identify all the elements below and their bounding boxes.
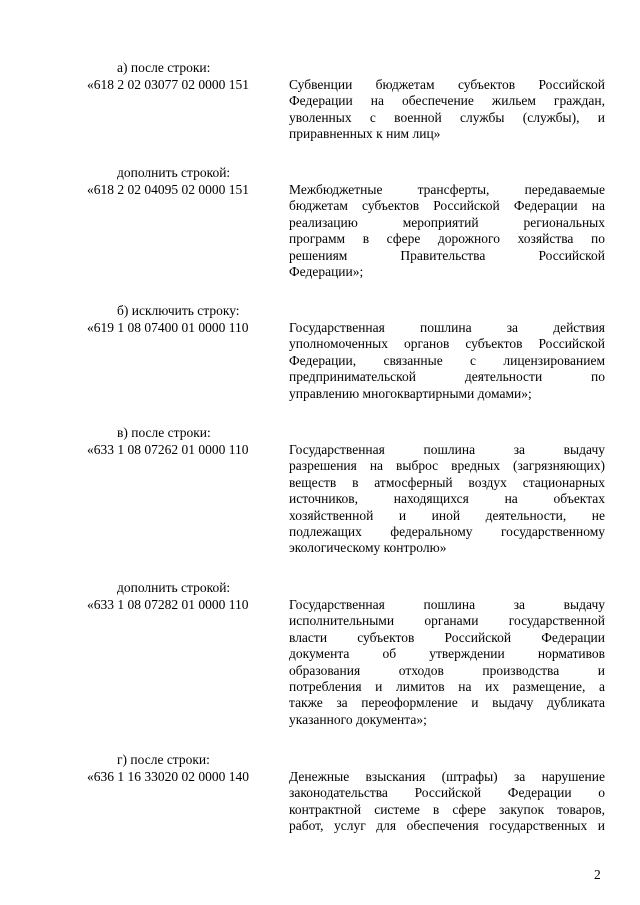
entry-intro: б) исключить строку: <box>117 303 240 318</box>
page-number: 2 <box>594 867 601 882</box>
description-line: приравненных к ним лиц» <box>289 126 441 142</box>
description-line: Федерации, связанные с лицензированием <box>289 352 605 368</box>
description-line: законодательства Российской Федерации о <box>289 785 605 801</box>
entry-description <box>289 77 605 143</box>
description-line: источников, находящихся на объектах <box>289 491 605 507</box>
description-line: экологическому контролю» <box>289 540 447 556</box>
description-line: подлежащих федеральному государственному <box>289 524 605 540</box>
entry-code: «618 2 02 04095 02 0000 151 <box>87 182 249 197</box>
description-line: работ, услуг для обеспечения государственных и <box>289 818 605 834</box>
description-line: решениям Правительства Российской <box>289 247 605 263</box>
entry-code: «633 1 08 07262 01 0000 110 <box>87 442 249 457</box>
description-line: бюджетам субъектов Российской Федерации на <box>289 198 605 214</box>
entry-description <box>289 442 605 557</box>
description-line: Федерации»; <box>289 264 364 280</box>
description-line: Межбюджетные трансферты, передаваемые <box>289 182 605 197</box>
entry-code: «636 1 16 33020 02 0000 140 <box>87 769 249 784</box>
entry-code: «633 1 08 07282 01 0000 110 <box>87 597 249 612</box>
description-line: также за переоформление и выдачу дубликата <box>289 695 605 711</box>
entry-description <box>289 769 605 835</box>
entry-intro: г) после строки: <box>117 752 210 767</box>
description-line: предпринимательской деятельности по <box>289 369 605 385</box>
description-line: уволенных с военной службы (службы), и <box>289 109 605 125</box>
description-line: Федерации на обеспечение жильем граждан, <box>289 93 605 109</box>
description-line: Государственная пошлина за действия <box>289 320 605 335</box>
description-line: указанного документа»; <box>289 711 427 727</box>
description-line: документа об утверждении нормативов <box>289 646 605 662</box>
description-line: Государственная пошлина за выдачу <box>289 597 605 612</box>
description-line: исполнительными органами государственной <box>289 613 605 629</box>
entry-intro: дополнить строкой: <box>117 165 231 180</box>
description-line: программ в сфере дорожного хозяйства по <box>289 231 605 247</box>
description-line: Государственная пошлина за выдачу <box>289 442 605 457</box>
description-line: потребления и лимитов на их размещение, а <box>289 679 605 695</box>
entry-description <box>289 182 605 280</box>
entry-code: «619 1 08 07400 01 0000 110 <box>87 320 249 335</box>
entry-intro: в) после строки: <box>117 425 211 440</box>
description-line: реализацию мероприятий региональных <box>289 214 605 230</box>
description-line: образования отходов производства и <box>289 662 605 678</box>
entry-code: «618 2 02 03077 02 0000 151 <box>87 77 249 92</box>
description-line: управлению многоквартирными домами»; <box>289 385 532 401</box>
description-line: Субвенции бюджетам субъектов Российской <box>289 77 605 92</box>
entry-description <box>289 320 605 402</box>
description-line: контрактной системе в сфере закупок товаров, <box>289 801 605 817</box>
description-line: уполномоченных органов субъектов Российской <box>289 336 605 352</box>
entry-intro: а) после строки: <box>117 60 211 75</box>
description-line: хозяйственной и иной деятельности, не <box>289 507 605 523</box>
description-line: Денежные взыскания (штрафы) за нарушение <box>289 769 605 784</box>
description-line: власти субъектов Российской Федерации <box>289 629 605 645</box>
entry-intro: дополнить строкой: <box>117 580 231 595</box>
description-line: разрешения на выброс вредных (загрязняющих) <box>289 458 605 474</box>
entry-description <box>289 597 605 728</box>
description-line: веществ в атмосферный воздух стационарных <box>289 474 605 490</box>
